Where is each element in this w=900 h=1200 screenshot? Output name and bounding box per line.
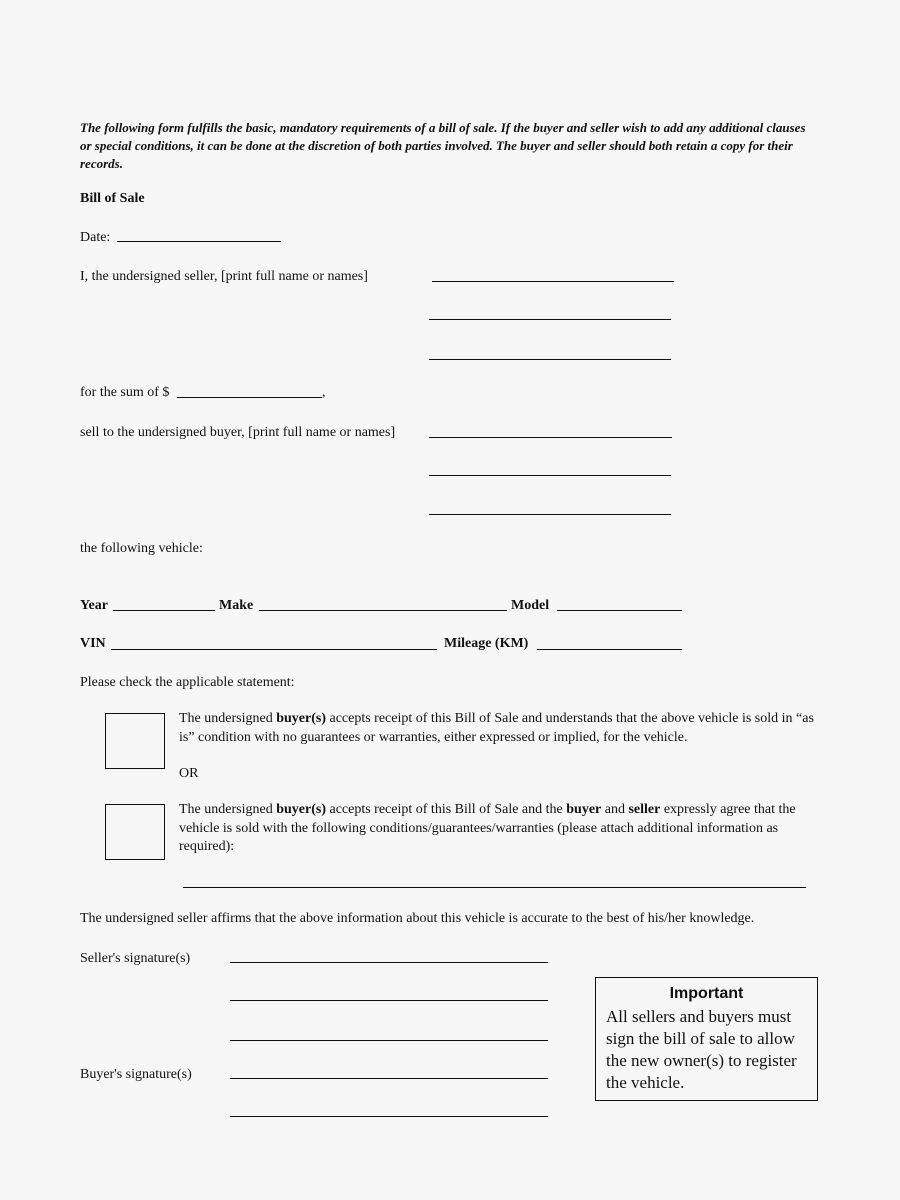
make-label: Make bbox=[219, 598, 254, 613]
conditions-seller-bold: seller bbox=[628, 802, 661, 817]
date-label: Date: bbox=[80, 230, 111, 245]
seller-signature-label: Seller's signature(s) bbox=[80, 951, 191, 966]
mileage-label: Mileage (KM) bbox=[444, 636, 529, 651]
conditions-text-3: and bbox=[601, 802, 629, 817]
as-is-buyer-bold: buyer(s) bbox=[276, 711, 326, 726]
buyer-name-line-1[interactable] bbox=[429, 437, 672, 438]
seller-name-label: I, the undersigned seller, [print full name or names] bbox=[80, 269, 368, 284]
affirmation-text: The undersigned seller affirms that the above information about this vehicle is accurate to the best of his/her knowledge. bbox=[80, 911, 755, 926]
seller-signature-line-1[interactable] bbox=[230, 962, 548, 963]
buyer-signature-line-2[interactable] bbox=[230, 1116, 548, 1117]
seller-signature-line-2[interactable] bbox=[230, 1000, 548, 1001]
as-is-text-2: accepts receipt of this Bill of Sale and understands that the above vehicle is sold in “as is” condition with no guarantees or warranties, either expressed or implied, for the vehicle. bbox=[179, 711, 814, 745]
buyer-name-label: sell to the undersigned buyer, [print full name or names] bbox=[80, 425, 396, 440]
check-instruction: Please check the applicable statement: bbox=[80, 675, 295, 690]
conditions-text-4: expressly agree that the vehicle is sold with the following conditions/guarantees/warranties (please attach additional information as required): bbox=[179, 802, 796, 854]
conditions-checkbox[interactable] bbox=[105, 804, 165, 860]
or-separator: OR bbox=[179, 766, 199, 781]
seller-name-line-2[interactable] bbox=[429, 319, 671, 320]
seller-signature-line-3[interactable] bbox=[230, 1040, 548, 1041]
conditions-statement bbox=[179, 801, 829, 857]
sum-label: for the sum of $ bbox=[80, 385, 170, 400]
mileage-field-line[interactable] bbox=[537, 649, 682, 650]
make-field-line[interactable] bbox=[259, 610, 507, 611]
vin-label: VIN bbox=[80, 636, 106, 651]
as-is-statement bbox=[179, 710, 819, 747]
buyer-signature-line-1[interactable] bbox=[230, 1078, 548, 1079]
year-label: Year bbox=[80, 598, 108, 613]
model-field-line[interactable] bbox=[557, 610, 682, 611]
important-title: Important bbox=[669, 985, 744, 1002]
buyer-name-line-2[interactable] bbox=[429, 475, 671, 476]
seller-name-line-3[interactable] bbox=[429, 359, 671, 360]
as-is-text-1: The undersigned bbox=[179, 711, 277, 726]
important-body: All sellers and buyers must sign the bill of sale to allow the new owner(s) to register the vehicle. bbox=[606, 1007, 797, 1092]
buyer-signature-label: Buyer's signature(s) bbox=[80, 1067, 192, 1082]
conditions-text-2: accepts receipt of this Bill of Sale and the bbox=[325, 802, 567, 817]
form-title: Bill of Sale bbox=[80, 191, 145, 206]
conditions-field-line[interactable] bbox=[183, 887, 806, 888]
year-field-line[interactable] bbox=[113, 610, 215, 611]
seller-name-line-1[interactable] bbox=[432, 281, 674, 282]
as-is-checkbox[interactable] bbox=[105, 713, 165, 769]
conditions-buyer-bold: buyer bbox=[566, 802, 602, 817]
conditions-text-1: The undersigned bbox=[179, 802, 277, 817]
sum-field-line[interactable] bbox=[177, 397, 322, 398]
vin-field-line[interactable] bbox=[111, 649, 437, 650]
intro-paragraph: The following form fulfills the basic, mandatory requirements of a bill of sale. If the buyer and seller wish to add any additional clauses or special conditions, it can be done at the discretion of both parties involved. The buyer and seller should both retain a copy for their records. bbox=[80, 120, 806, 171]
vehicle-label: the following vehicle: bbox=[80, 541, 203, 556]
conditions-buyers-bold: buyer(s) bbox=[276, 802, 326, 817]
buyer-name-line-3[interactable] bbox=[429, 514, 671, 515]
important-notice-box bbox=[595, 977, 818, 1101]
date-field-line[interactable] bbox=[117, 241, 281, 242]
sum-comma: , bbox=[322, 385, 326, 400]
model-label: Model bbox=[511, 598, 550, 613]
